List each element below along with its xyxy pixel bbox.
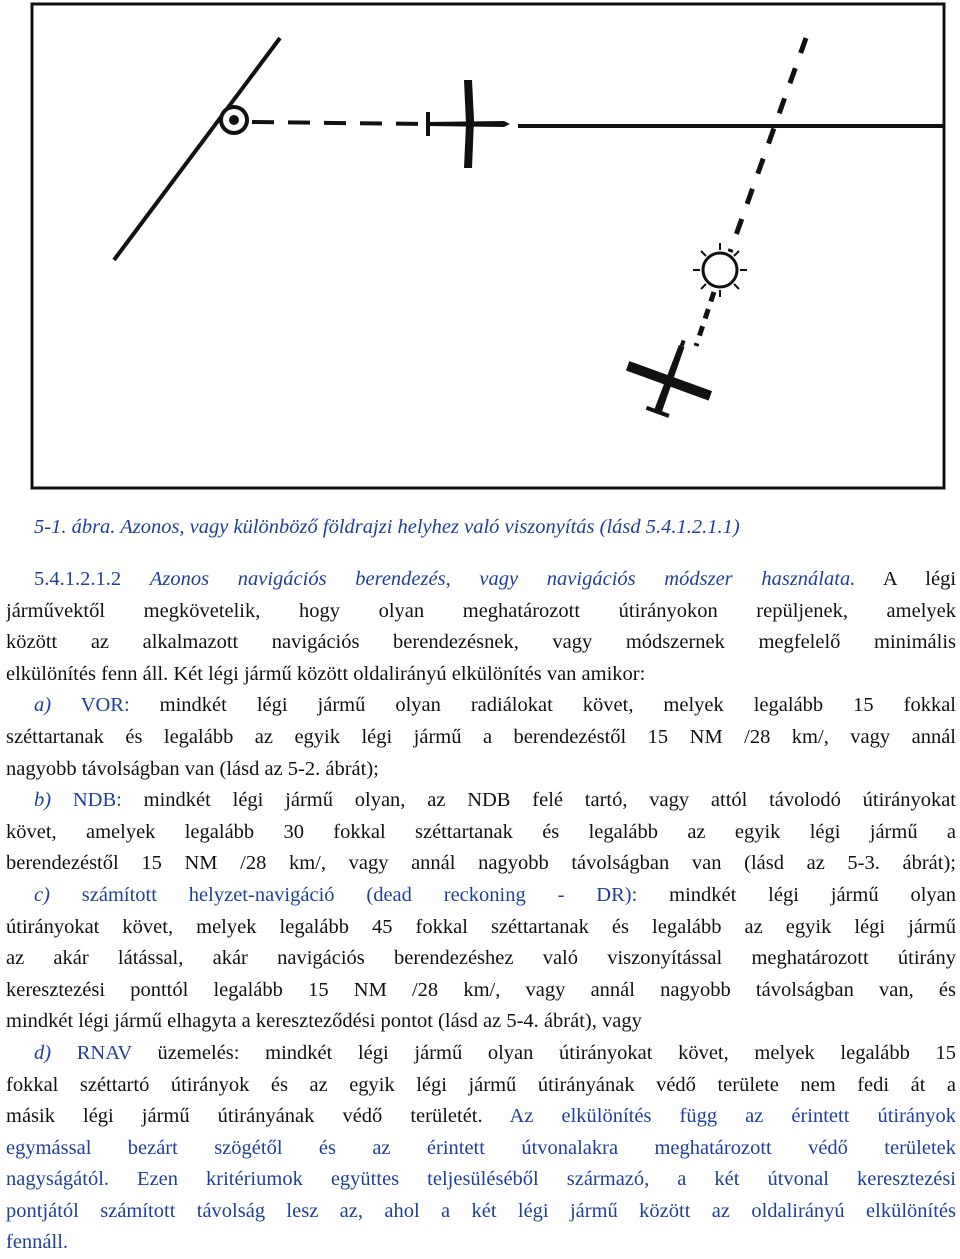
dashed-track-diagonal-upper (730, 38, 806, 252)
text-line: mindkét légi jármű elhagyta a kereszteződési pontot (lásd az 5-4. ábrát), vagy (6, 1010, 642, 1033)
text-fragment-blue: Az elkülönítés függ az érintett útirányok (509, 1105, 956, 1128)
text-line (6, 1038, 956, 1070)
text-line (6, 1101, 956, 1133)
body-text (6, 564, 956, 1259)
aircraft-icon-2 (616, 325, 725, 428)
text-line: elkülönítés fenn áll. Két légi jármű között oldalirányú elkülönítés van amikor: (6, 662, 646, 685)
text-fragment: A légi (882, 568, 956, 590)
figure-frame (32, 4, 944, 488)
list-marker-d: d) (34, 1041, 52, 1064)
aircraft-icon (426, 80, 510, 168)
text-line: követ, amelyek legalább 30 fokkal széttartanak és legalább az egyik légi jármű a (6, 820, 956, 843)
list-key-rnav: RNAV (76, 1041, 132, 1064)
figure-illustration (30, 2, 946, 490)
list-marker-b: b) (34, 789, 52, 812)
navaid-station-icon (693, 243, 747, 297)
text-fragment: másik légi jármű útirányának védő területét. (6, 1105, 483, 1128)
text-line: széttartanak és legalább az egyik légi jármű a berendezéstől 15 NM /28 km/, vagy annál (6, 725, 956, 748)
text-line (6, 564, 956, 596)
text-line: pontjától számított távolság lesz az, ahol a két légi jármű között az oldalirányú elkülönítés (6, 1199, 956, 1222)
caption-text: Azonos, vagy különböző földrajzi helyhez való viszonyítás (lásd 5.4.1.2.1.1) (120, 516, 740, 538)
caption-number: 5-1. ábra. (34, 516, 116, 538)
list-marker-c: c) (34, 883, 50, 906)
figure-caption (34, 516, 740, 539)
text-line (6, 785, 956, 817)
text-line: fokkal széttartó útirányok és az egyik légi jármű útirányának védő területe nem fedi át a (6, 1073, 956, 1096)
text-line: járművektől megkövetelik, hogy olyan meghatározott útirányokon repüljenek, amelyek (6, 599, 956, 622)
text-line: berendezéstől 15 NM /28 km/, vagy annál nagyobb távolságban van (lásd az 5-3. ábrát); (6, 852, 956, 875)
dashed-track-horizontal (252, 122, 424, 124)
text-line: nagyobb távolságban van (lásd az 5-2. ábrát); (6, 757, 379, 780)
text-line: fennáll. (6, 1231, 69, 1254)
text-line (6, 880, 956, 912)
list-key-vor: VOR: (80, 694, 130, 717)
text-fragment: mindkét légi jármű olyan, az NDB felé tartó, vagy attól távolodó útirányokat (143, 789, 956, 812)
list-key-dr: számított helyzet-navigáció (dead reckoning - DR): (81, 883, 638, 906)
text-fragment: mindkét légi jármű olyan (669, 883, 956, 906)
dashed-track-diagonal-lower (696, 292, 714, 346)
text-line: keresztezési ponttól legalább 15 NM /28 km/, vagy annál nagyobb távolságban van, és (6, 978, 956, 1001)
fix-symbol-icon (221, 107, 247, 133)
text-line: egymással bezárt szögétől és az érintett útvonalakra meghatározott védő területek (6, 1136, 956, 1159)
text-fragment: üzemelés: mindkét légi jármű olyan útirányokat követ, melyek legalább 15 (157, 1041, 956, 1064)
section-number: 5.4.1.2.1.2 (34, 568, 122, 590)
section-title: Azonos navigációs berendezés, vagy navigációs módszer használata. (149, 568, 856, 590)
list-key-ndb: NDB: (72, 789, 122, 812)
text-line: nagyságától. Ezen kritériumok együttes teljesüléséből származó, a két útvonal keresztezési (6, 1168, 956, 1191)
route-line-left (114, 38, 280, 260)
text-line: az akár látással, akár navigációs berendezéshez való viszonyítással meghatározott útirány (6, 947, 956, 970)
list-marker-a: a) (34, 694, 52, 717)
text-fragment: mindkét légi jármű olyan radiálokat követ, melyek legalább 15 fokkal (159, 694, 956, 717)
text-line (6, 690, 956, 722)
text-line: között az alkalmazott navigációs berendezésnek, vagy módszernek megfelelő minimális (6, 631, 956, 654)
text-line: útirányokat követ, melyek legalább 45 fokkal széttartanak és legalább az egyik légi jármű (6, 915, 956, 938)
